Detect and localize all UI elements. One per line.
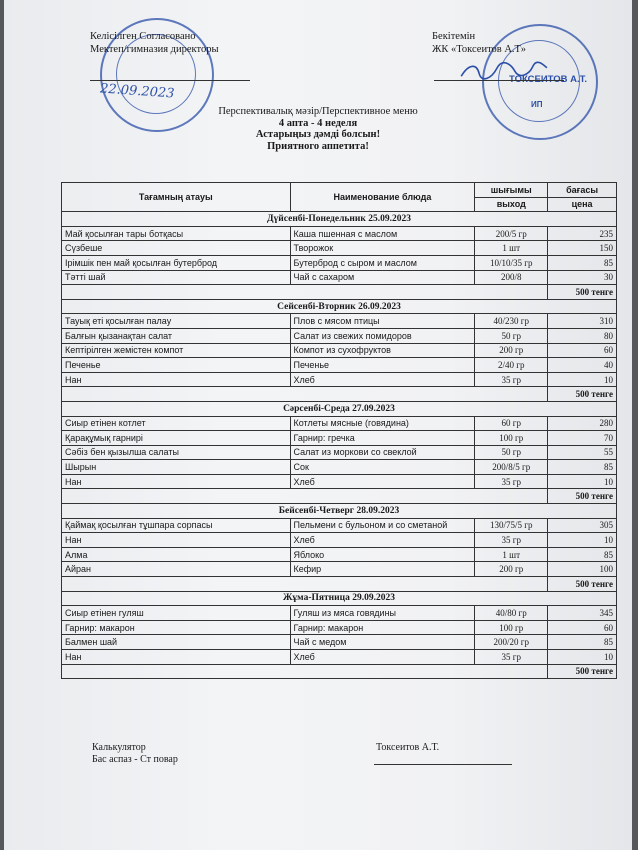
table-row xyxy=(62,562,617,577)
table-row xyxy=(62,328,617,343)
column-header-price-ru: цена xyxy=(548,197,617,212)
dish-price: 80 xyxy=(548,328,617,343)
dish-name-ru: Творожок xyxy=(290,241,475,256)
dish-name-kz: Шырын xyxy=(62,460,291,475)
dish-name-kz: Сиыр етінен гуляш xyxy=(62,606,291,621)
title-week: 4 апта - 4 неделя xyxy=(278,117,358,129)
day-total: 500 тенге xyxy=(548,285,617,300)
dish-name-kz: Сүзбеше xyxy=(62,241,291,256)
table-row xyxy=(62,650,617,665)
footer-calculator: Калькулятор xyxy=(92,742,146,753)
dish-price: 40 xyxy=(548,358,617,373)
dish-name-ru: Сок xyxy=(290,460,475,475)
table-row xyxy=(62,226,617,241)
dish-price: 10 xyxy=(548,650,617,665)
day-header-row xyxy=(62,299,617,314)
table-row xyxy=(62,343,617,358)
footer-left xyxy=(92,742,178,766)
dish-name-kz: Ірімшік пен май қосылған бутерброд xyxy=(62,255,291,270)
dish-name-ru: Чай с сахаром xyxy=(290,270,475,285)
dish-name-ru: Салат из моркови со свеклой xyxy=(290,445,475,460)
dish-output: 130/75/5 гр xyxy=(475,518,548,533)
total-spacer xyxy=(62,577,548,592)
dish-name-kz: Нан xyxy=(62,372,291,387)
dish-name-kz: Тауық еті қосылған палау xyxy=(62,314,291,329)
menu-table xyxy=(61,182,617,679)
table-row xyxy=(62,358,617,373)
dish-output: 2/40 гр xyxy=(475,358,548,373)
dish-price: 55 xyxy=(548,445,617,460)
table-row xyxy=(62,620,617,635)
table-row xyxy=(62,635,617,650)
total-spacer xyxy=(62,489,548,504)
day-total: 500 тенге xyxy=(548,489,617,504)
table-row xyxy=(62,255,617,270)
footer-chef: Бас аспаз - Ст повар xyxy=(92,754,178,765)
table-row xyxy=(62,533,617,548)
handwritten-date: 22.09.2023 xyxy=(99,81,175,102)
column-header-kz: Тағамның атауы xyxy=(62,183,291,212)
dish-price: 10 xyxy=(548,474,617,489)
day-title: Дүйсенбі-Понедельник 25.09.2023 xyxy=(62,212,617,227)
dish-price: 150 xyxy=(548,241,617,256)
dish-output: 35 гр xyxy=(475,533,548,548)
dish-name-kz: Кептірілген жемістен компот xyxy=(62,343,291,358)
approve-label: Бекітемін xyxy=(432,31,476,42)
column-header-ru: Наименование блюда xyxy=(290,183,475,212)
table-row xyxy=(62,431,617,446)
day-header-row xyxy=(62,591,617,606)
day-total-row xyxy=(62,577,617,592)
title-greeting-kz: Астарыңыз дәмді болсын! xyxy=(255,129,381,140)
day-title: Жұма-Пятница 29.09.2023 xyxy=(62,591,617,606)
dish-name-kz: Қаймақ қосылған тұшпара сорпасы xyxy=(62,518,291,533)
dish-name-ru: Хлеб xyxy=(290,533,475,548)
column-header-price-kz: бағасы xyxy=(548,183,617,198)
dish-name-ru: Гуляш из мяса говядины xyxy=(290,606,475,621)
dish-name-kz: Нан xyxy=(62,650,291,665)
dish-name-ru: Бутерброд с сыром и маслом xyxy=(290,255,475,270)
day-header-row xyxy=(62,504,617,519)
table-row xyxy=(62,314,617,329)
dish-name-kz: Печенье xyxy=(62,358,291,373)
table-row xyxy=(62,241,617,256)
table-row xyxy=(62,445,617,460)
menu-table-body xyxy=(62,212,617,679)
dish-output: 60 гр xyxy=(475,416,548,431)
title-greeting-ru: Приятного аппетита! xyxy=(267,140,369,152)
table-row xyxy=(62,460,617,475)
dish-output: 200/20 гр xyxy=(475,635,548,650)
table-row xyxy=(62,606,617,621)
day-header-row xyxy=(62,212,617,227)
dish-name-ru: Кефир xyxy=(290,562,475,577)
day-total-row xyxy=(62,387,617,402)
dish-name-ru: Печенье xyxy=(290,358,475,373)
dish-name-ru: Котлеты мясные (говядина) xyxy=(290,416,475,431)
dish-name-kz: Сәбіз бен қызылша салаты xyxy=(62,445,291,460)
dish-name-ru: Каша пшенная с маслом xyxy=(290,226,475,241)
dish-output: 200/8 xyxy=(475,270,548,285)
table-row xyxy=(62,270,617,285)
dish-output: 200 гр xyxy=(475,343,548,358)
day-title: Сәрсенбі-Среда 27.09.2023 xyxy=(62,401,617,416)
table-row xyxy=(62,416,617,431)
dish-name-kz: Балмен шай xyxy=(62,635,291,650)
day-total: 500 тенге xyxy=(548,664,617,679)
dish-price: 85 xyxy=(548,255,617,270)
day-total-row xyxy=(62,664,617,679)
dish-name-kz: Қарақұмық гарнирі xyxy=(62,431,291,446)
total-spacer xyxy=(62,285,548,300)
day-header-row xyxy=(62,401,617,416)
footer-right xyxy=(376,742,439,754)
dish-output: 50 гр xyxy=(475,445,548,460)
dish-name-kz: Балғын қызанақтан салат xyxy=(62,328,291,343)
dish-price: 85 xyxy=(548,547,617,562)
dish-price: 60 xyxy=(548,620,617,635)
dish-output: 40/230 гр xyxy=(475,314,548,329)
dish-name-kz: Айран xyxy=(62,562,291,577)
dish-name-kz: Тәтті шай xyxy=(62,270,291,285)
dish-price: 85 xyxy=(548,460,617,475)
column-header-output-ru: выход xyxy=(475,197,548,212)
dish-name-kz: Нан xyxy=(62,533,291,548)
dish-name-ru: Хлеб xyxy=(290,650,475,665)
table-row xyxy=(62,372,617,387)
approval-left xyxy=(90,30,219,56)
day-total: 500 тенге xyxy=(548,387,617,402)
title-line-1: Перспективалық мәзір/Перспективное меню xyxy=(218,106,418,117)
footer-signature-line xyxy=(374,764,512,765)
dish-output: 50 гр xyxy=(475,328,548,343)
dish-price: 345 xyxy=(548,606,617,621)
total-spacer xyxy=(62,664,548,679)
dish-output: 1 шт xyxy=(475,241,548,256)
approval-right xyxy=(432,30,526,56)
company-label: ЖК «Токсеитов А.Т» xyxy=(432,44,526,55)
table-row xyxy=(62,547,617,562)
day-total-row xyxy=(62,285,617,300)
dish-price: 280 xyxy=(548,416,617,431)
dish-name-kz: Нан xyxy=(62,474,291,489)
dish-output: 35 гр xyxy=(475,372,548,387)
dish-output: 100 гр xyxy=(475,431,548,446)
dish-output: 40/80 гр xyxy=(475,606,548,621)
dish-output: 1 шт xyxy=(475,547,548,562)
dish-price: 310 xyxy=(548,314,617,329)
dish-name-ru: Гарнир: макарон xyxy=(290,620,475,635)
table-row xyxy=(62,518,617,533)
dish-name-ru: Чай с медом xyxy=(290,635,475,650)
dish-price: 60 xyxy=(548,343,617,358)
dish-name-ru: Пельмени с бульоном и со сметаной xyxy=(290,518,475,533)
day-total: 500 тенге xyxy=(548,577,617,592)
signature-line-left xyxy=(90,80,250,81)
dish-name-ru: Яблоко xyxy=(290,547,475,562)
dish-output: 200/5 гр xyxy=(475,226,548,241)
dish-name-ru: Хлеб xyxy=(290,474,475,489)
dish-name-ru: Гарнир: гречка xyxy=(290,431,475,446)
dish-price: 10 xyxy=(548,533,617,548)
dish-output: 200/8/5 гр xyxy=(475,460,548,475)
dish-output: 100 гр xyxy=(475,620,548,635)
dish-output: 35 гр xyxy=(475,650,548,665)
day-title: Бейсенбі-Четверг 28.09.2023 xyxy=(62,504,617,519)
dish-name-kz: Сиыр етінен котлет xyxy=(62,416,291,431)
dish-name-kz: Алма xyxy=(62,547,291,562)
dish-price: 100 xyxy=(548,562,617,577)
dish-name-kz: Май қосылған тары ботқасы xyxy=(62,226,291,241)
seal-name: ТОКСЕИТОВ А.Т. xyxy=(509,74,587,85)
dish-name-ru: Хлеб xyxy=(290,372,475,387)
column-header-output-kz: шығымы xyxy=(475,183,548,198)
seal-type: ИП xyxy=(531,100,543,109)
agreed-label: Келісілген Согласовано xyxy=(90,31,196,42)
footer-name: Токсеитов А.Т. xyxy=(376,742,440,753)
dish-name-kz: Гарнир: макарон xyxy=(62,620,291,635)
dish-output: 10/10/35 гр xyxy=(475,255,548,270)
dish-output: 200 гр xyxy=(475,562,548,577)
handwritten-signature-icon xyxy=(458,58,549,85)
dish-price: 305 xyxy=(548,518,617,533)
dish-price: 235 xyxy=(548,226,617,241)
menu-title xyxy=(4,106,632,152)
dish-name-ru: Салат из свежих помидоров xyxy=(290,328,475,343)
table-row xyxy=(62,474,617,489)
total-spacer xyxy=(62,387,548,402)
dish-price: 85 xyxy=(548,635,617,650)
dish-output: 35 гр xyxy=(475,474,548,489)
dish-name-ru: Компот из сухофруктов xyxy=(290,343,475,358)
dish-name-ru: Плов с мясом птицы xyxy=(290,314,475,329)
dish-price: 10 xyxy=(548,372,617,387)
menu-sheet xyxy=(4,0,632,850)
dish-price: 70 xyxy=(548,431,617,446)
director-label: Мектеп/гимназия директоры xyxy=(90,44,219,55)
day-total-row xyxy=(62,489,617,504)
dish-price: 30 xyxy=(548,270,617,285)
day-title: Сейсенбі-Вторник 26.09.2023 xyxy=(62,299,617,314)
